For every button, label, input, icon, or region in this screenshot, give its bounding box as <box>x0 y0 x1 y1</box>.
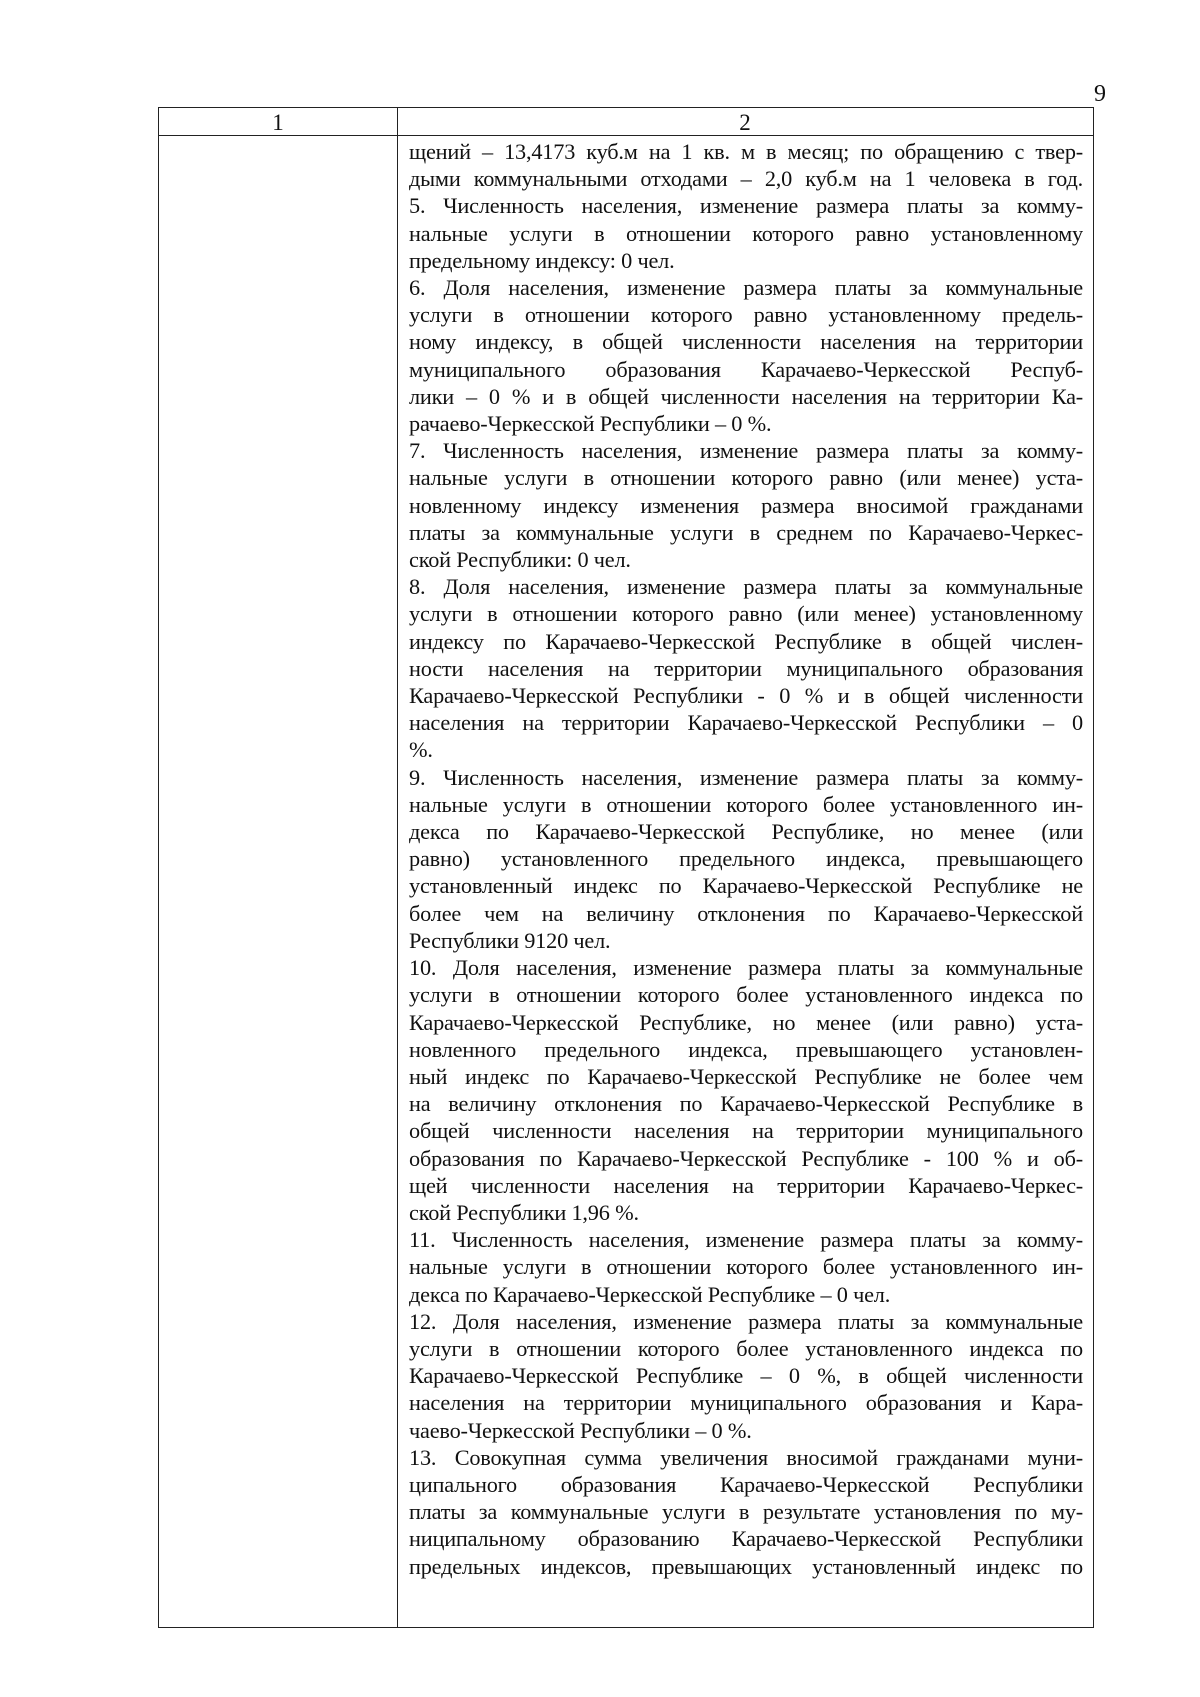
text-line: услуги в отношении которого равно установленному предель- <box>409 302 1083 328</box>
text-line: Карачаево-Черкесской Республики - 0 % и в общей численности <box>409 683 1083 709</box>
text-line: нальные услуги в отношении которого равно (или менее) уста- <box>409 465 1083 491</box>
text-line: 12. Доля населения, изменение размера платы за коммунальные <box>409 1308 1083 1334</box>
text-line: 9. Численность населения, изменение размера платы за комму- <box>409 764 1083 790</box>
text-line: индексу по Карачаево-Черкесской Республике в общей числен- <box>409 628 1083 654</box>
text-line: образования по Карачаево-Черкесской Республике - 100 % и об- <box>409 1145 1083 1171</box>
content-table <box>158 107 1094 1628</box>
text-line: муниципального образования Карачаево-Черкесской Респуб- <box>409 356 1083 382</box>
text-line: на величину отклонения по Карачаево-Черкесской Республике в <box>409 1091 1083 1117</box>
text-line: 10. Доля населения, изменение размера платы за коммунальные <box>409 955 1083 981</box>
header-cell-col2: 2 <box>739 110 751 135</box>
text-line: 8. Доля населения, изменение размера платы за коммунальные <box>409 574 1083 600</box>
text-line: 13. Совокупная сумма увеличения вносимой гражданами муни- <box>409 1444 1083 1470</box>
text-line: предельному индексу: 0 чел. <box>409 247 675 273</box>
text-line: платы за коммунальные услуги в среднем по Карачаево-Черкес- <box>409 519 1083 545</box>
table-body-text <box>409 138 1083 1627</box>
text-line: населения на территории муниципального образования и Кара- <box>409 1390 1083 1416</box>
text-line: ской Республики: 0 чел. <box>409 547 631 573</box>
text-line: общей численности населения на территории муниципального <box>409 1118 1083 1144</box>
text-line: населения на территории Карачаево-Черкесской Республики – 0 <box>409 710 1083 736</box>
text-line: нальные услуги в отношении которого равно установленному <box>409 220 1083 246</box>
text-line: дыми коммунальными отходами – 2,0 куб.м на 1 человека в год. <box>409 166 1083 192</box>
column-divider <box>397 108 398 1627</box>
text-line: ный индекс по Карачаево-Черкесской Республике не более чем <box>409 1063 1083 1089</box>
text-line: нальные услуги в отношении которого более установленного ин- <box>409 1254 1083 1280</box>
text-line: равно) установленного предельного индекса, превышающего <box>409 846 1083 872</box>
text-line: декса по Карачаево-Черкесской Республике, но менее (или <box>409 819 1083 845</box>
text-line: 7. Численность населения, изменение размера платы за комму- <box>409 438 1083 464</box>
text-line: чаево-Черкесской Республики – 0 %. <box>409 1417 752 1443</box>
text-line: 6. Доля населения, изменение размера платы за коммунальные <box>409 275 1083 301</box>
text-line: Республики 9120 чел. <box>409 927 611 953</box>
text-line: ности населения на территории муниципального образования <box>409 655 1083 681</box>
text-line: услуги в отношении которого более установленного индекса по <box>409 1335 1083 1361</box>
text-line: Карачаево-Черкесской Республике, но менее (или равно) уста- <box>409 1009 1083 1035</box>
text-line: услуги в отношении которого более установленного индекса по <box>409 982 1083 1008</box>
table-header-row <box>159 108 1093 136</box>
text-line: более чем на величину отклонения по Карачаево-Черкесской <box>409 900 1083 926</box>
text-line: Карачаево-Черкесской Республике – 0 %, в общей численности <box>409 1363 1083 1389</box>
text-line: установленный индекс по Карачаево-Черкесской Республике не <box>409 873 1083 899</box>
text-line: %. <box>409 737 433 763</box>
text-line: услуги в отношении которого равно (или менее) установленному <box>409 601 1083 627</box>
text-line: декса по Карачаево-Черкесской Республике – 0 чел. <box>409 1281 891 1307</box>
text-line: 11. Численность населения, изменение размера платы за комму- <box>409 1227 1083 1253</box>
header-cell-col1: 1 <box>272 110 284 135</box>
text-line: ниципальному образованию Карачаево-Черкесской Республики <box>409 1526 1083 1552</box>
text-line: щений – 13,4173 куб.м на 1 кв. м в месяц; по обращению с твер- <box>409 139 1083 164</box>
text-line: предельных индексов, превышающих установленный индекс по <box>409 1553 1083 1579</box>
text-line: лики – 0 % и в общей численности населения на территории Ка- <box>409 383 1083 409</box>
text-line: рачаево-Черкесской Республики – 0 %. <box>409 411 772 437</box>
page-number: 9 <box>1094 81 1106 107</box>
text-line: новленного предельного индекса, превышающего установлен- <box>409 1036 1083 1062</box>
text-line: ному индексу, в общей численности населения на территории <box>409 329 1083 355</box>
text-line: нальные услуги в отношении которого более установленного ин- <box>409 791 1083 817</box>
text-line: ципального образования Карачаево-Черкесской Республики <box>409 1471 1083 1497</box>
text-line: щей численности населения на территории Карачаево-Черкес- <box>409 1172 1083 1198</box>
text-line: 5. Численность населения, изменение размера платы за комму- <box>409 193 1083 219</box>
text-line: новленному индексу изменения размера вносимой гражданами <box>409 492 1083 518</box>
text-line: платы за коммунальные услуги в результате установления по му- <box>409 1499 1083 1525</box>
text-line: ской Республики 1,96 %. <box>409 1199 639 1225</box>
